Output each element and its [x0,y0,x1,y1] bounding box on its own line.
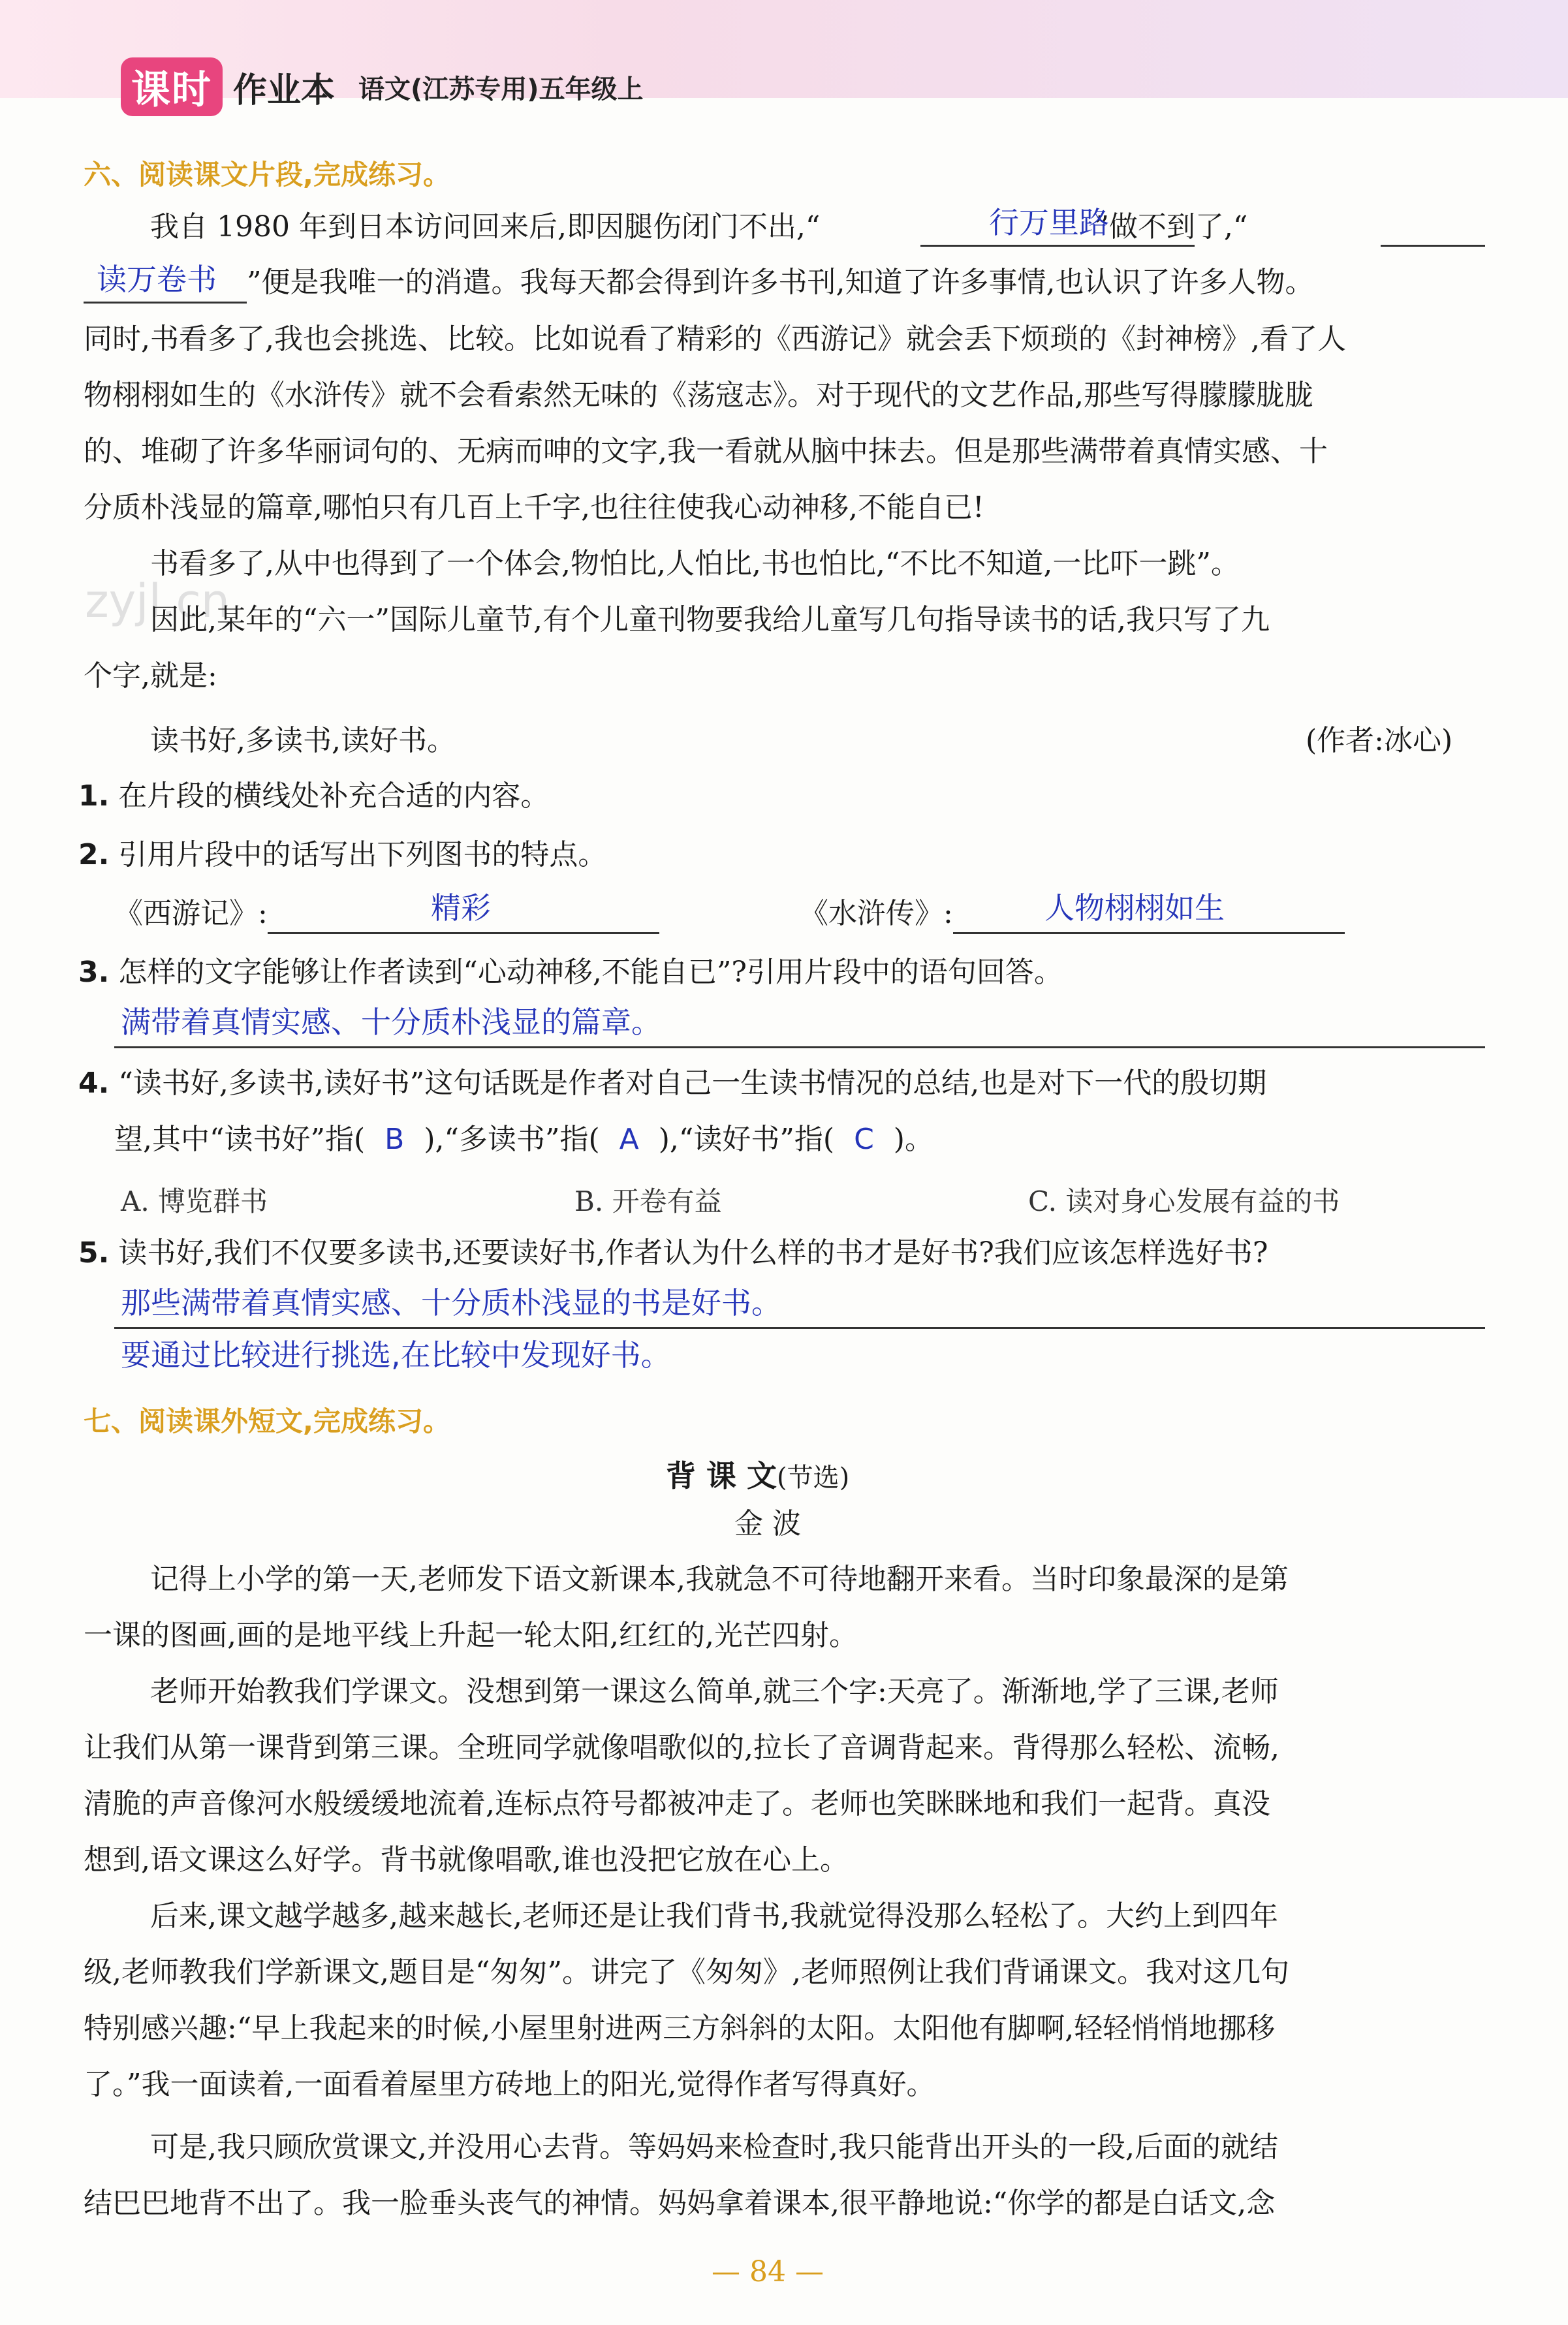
passage7-line1: 记得上小学的第一天,老师发下语文新课本,我就急不可待地翻开来看。当时印象最深的是第 [150,1563,1289,1596]
q5-answer2: 要通过比较进行挑选,在比较中发现好书。 [121,1337,671,1373]
passage7-line12: 结巴巴地背不出了。我一脸垂头丧气的神情。妈妈拿着课本,很平静地说:“你学的都是白话文,念 [84,2187,1276,2220]
question-4: 4. “读书好,多读书,读好书”这句话既是作者对自己一生读书情况的总结,也是对下一代的殷切期 [78,1067,1267,1100]
q4-answer2: A [619,1123,639,1156]
question-5: 5. 读书好,我们不仅要多读书,还要读好书,作者认为什么样的书才是好书?我们应该怎样选好书? [78,1236,1268,1270]
passage6-line8: 因此,某年的“六一”国际儿童节,有个儿童刊物要我给儿童写几句指导读书的话,我只写了九 [150,603,1270,636]
passage6-author: (作者:冰心) [1306,724,1453,757]
article-title: 背 课 文(节选) [666,1458,850,1493]
q4-option-a: A. 博览群书 [121,1185,268,1217]
q5-answer1: 那些满带着真情实感、十分质朴浅显的书是好书。 [121,1285,781,1320]
page-header [121,57,644,116]
question-2: 2. 引用片段中的话写出下列图书的特点。 [78,838,607,871]
fill2-answer: 读万卷书 [97,262,217,297]
page-number: — 84 — [712,2255,824,2288]
passage7-line4: 让我们从第一课背到第三课。全班同学就像唱歌似的,拉长了音调背起来。背得那么轻松、流畅, [84,1731,1279,1764]
passage7-line11: 可是,我只顾欣赏课文,并没用心去背。等妈妈来检查时,我只能背出开头的一段,后面的就结 [150,2130,1278,2164]
fill1-answer: 行万里路 [989,205,1109,240]
fill1-underline [920,245,1195,247]
q2-book1-label: 《西游记》: [114,897,268,930]
brand-name: 作业本 [233,70,336,110]
q3-answer: 满带着真情实感、十分质朴浅显的篇章。 [121,1005,661,1040]
q3-underline [114,1046,1485,1048]
passage7-line10: 了。”我一面读着,一面看着屋里方砖地上的阳光,觉得作者写得真好。 [84,2068,935,2101]
q4-answer1: B [384,1123,405,1156]
section6-title: 六、阅读课文片段,完成练习。 [84,159,450,191]
watermark: zyjl.cn [85,574,230,628]
q4-line2: 望,其中“读书好”指( B ),“多读书”指( A ),“读好书”指( C )。 [114,1123,933,1156]
subject-label: 语文(江苏专用)五年级上 [358,74,644,104]
q2-answer1-underline [268,932,659,934]
passage7-line2: 一课的图画,画的是地平线上升起一轮太阳,红红的,光芒四射。 [84,1619,858,1652]
article-note: (节选) [777,1463,850,1493]
article-author: 金 波 [734,1507,801,1540]
passage6-line10: 读书好,多读书,读好书。 [150,724,456,757]
q5-underline1 [114,1327,1485,1329]
passage6-line6: 分质朴浅显的篇章,哪怕只有几百上千字,也往往使我心动神移,不能自已! [84,491,984,524]
passage6-line5: 的、堆砌了许多华丽词句的、无病而呻的文字,我一看就从脑中抹去。但是那些满带着真情实感、十 [84,435,1328,468]
question-3: 3. 怎样的文字能够让作者读到“心动神移,不能自已”?引用片段中的语句回答。 [78,956,1063,989]
passage7-line7: 后来,课文越学越多,越来越长,老师还是让我们背书,我就觉得没那么轻松了。大约上到四年 [150,1899,1278,1933]
passage7-line5: 清脆的声音像河水般缓缓地流着,连标点符号都被冲走了。老师也笑眯眯地和我们一起背。真没 [84,1787,1270,1820]
q2-answer1: 精彩 [431,890,491,926]
q4-option-b: B. 开卷有益 [574,1185,722,1217]
passage7-line6: 想到,语文课这么好学。背书就像唱歌,谁也没把它放在心上。 [84,1843,849,1877]
passage7-line9: 特别感兴趣:“早上我起来的时候,小屋里射进两三方斜斜的太阳。太阳他有脚啊,轻轻悄悄地挪移 [84,2012,1276,2045]
fill2-underline [84,302,247,304]
passage6-line1: 我自 1980 年到日本访问回来后,即因腿伤闭门不出,“ ”做不到了,“ [150,210,1248,243]
passage6-line3: 同时,书看多了,我也会挑选、比较。比如说看了精彩的《西游记》就会丢下烦琐的《封神榜》,看了人 [84,322,1346,356]
logo: 课时 [121,57,223,116]
q2-book2-label: 《水浒传》: [800,897,953,930]
passage7-line8: 级,老师教我们学新课文,题目是“匆匆”。讲完了《匆匆》,老师照例让我们背诵课文。我对这几句 [84,1956,1289,1989]
passage7-line3: 老师开始教我们学课文。没想到第一课这么简单,就三个字:天亮了。渐渐地,学了三课,老师 [150,1675,1279,1708]
section7-title: 七、阅读课外短文,完成练习。 [84,1405,450,1437]
q2-answer2-underline [953,932,1345,934]
question-1: 1. 在片段的横线处补充合适的内容。 [78,779,550,813]
q2-answer2: 人物栩栩如生 [1044,890,1225,926]
passage6-line9: 个字,就是: [84,659,217,693]
q4-answer3: C [854,1123,874,1156]
passage6-line7: 书看多了,从中也得到了一个体会,物怕比,人怕比,书也怕比,“不比不知道,一比吓一跳”。 [150,547,1240,580]
passage6-line2: ”便是我唯一的消遣。我每天都会得到许多书刊,知道了许多事情,也认识了许多人物。 [247,266,1314,299]
passage6-line4: 物栩栩如生的《水浒传》就不会看索然无味的《荡寇志》。对于现代的文艺作品,那些写得朦朦胧胧 [84,379,1313,412]
q4-option-c: C. 读对身心发展有益的书 [1028,1185,1340,1217]
fill2-underline-start [1381,245,1485,247]
